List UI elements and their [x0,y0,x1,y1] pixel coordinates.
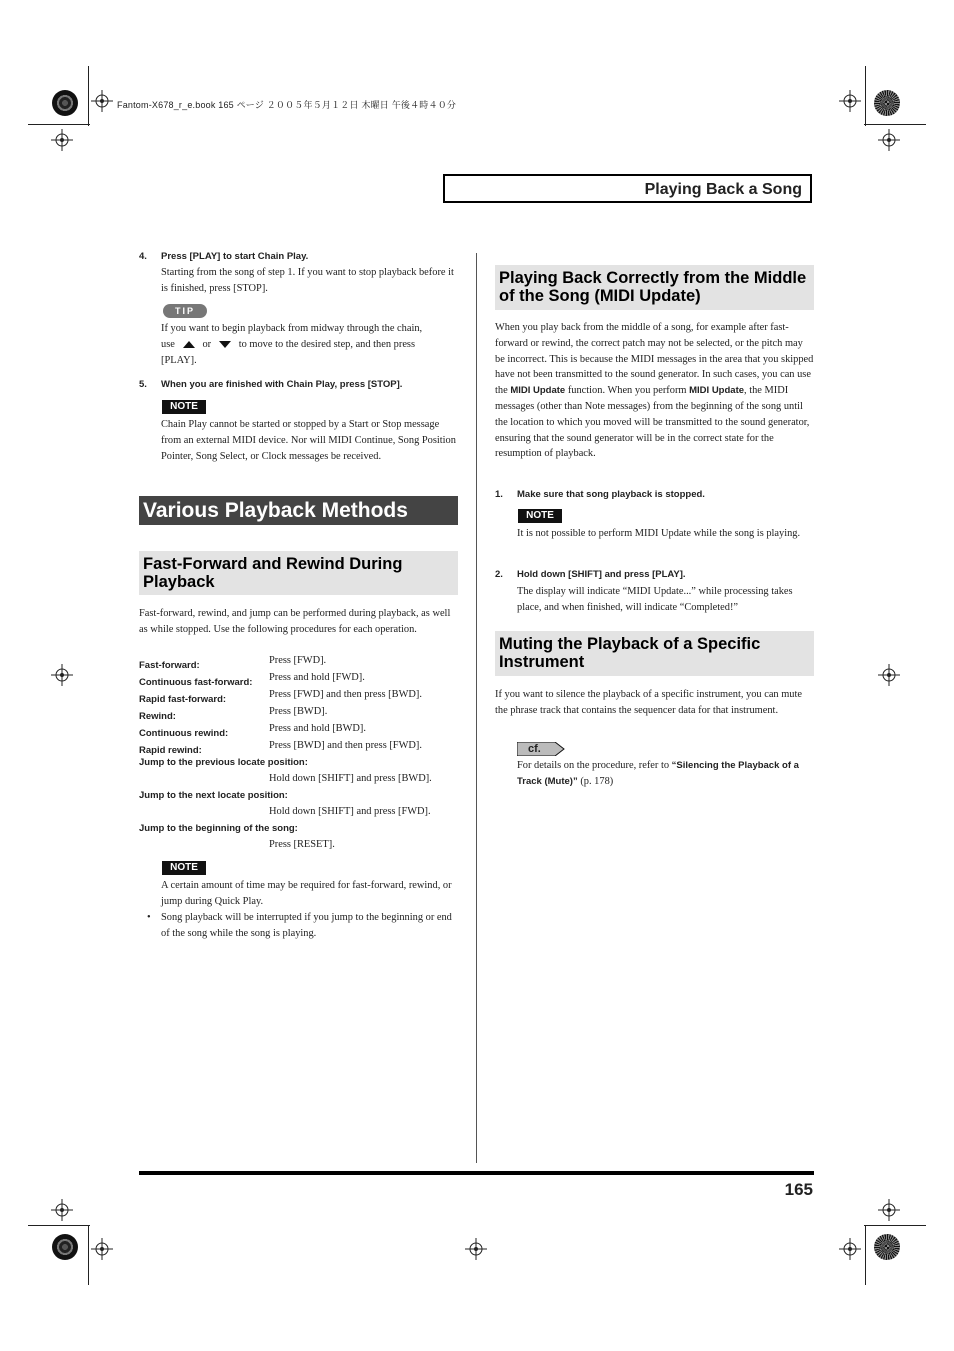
crosshair-mark-icon [878,1199,900,1221]
crop-mark [88,1225,89,1285]
tip-word: to move to the desired step, and then press [238,338,416,350]
cf-reference [517,758,815,790]
step-number: 1. [495,489,503,500]
midi-update-paragraph [495,320,815,462]
note-text: A certain amount of time may be required for fast-forward, rewind, or jump during Quick Play. [161,880,452,907]
crop-mark [865,66,866,126]
operation-value: Press [BWD] and then press [FWD]. [269,740,422,751]
paragraph-text: When you play back from the middle of a song, for example after fast-forward or rewind, the correct patch may not be selected, or the pitch may be incorrect. This is because the MIDI messages in the area that you skipped have not been transmitted to the sound generator. In such cases, you can use the [495,322,814,397]
crop-mark [88,66,89,126]
step-number: 2. [495,569,503,580]
section-title: Playing Back a Song [644,181,802,198]
registration-disk-icon [874,1234,900,1260]
cf-arrow-icon [517,742,565,756]
operation-label: Continuous fast-forward: [139,677,253,688]
term: MIDI Update [510,385,566,397]
jump-value: Hold down [SHIFT] and press [FWD]. [269,806,431,817]
jump-value: Press [RESET]. [269,839,335,850]
note-text: Chain Play cannot be started or stopped by a Start or Stop message from an external MIDI device. Nor will MIDI Continue, Song Position Pointer, Song Select, or Clock messages be received. [161,419,456,462]
operation-value: Press [FWD]. [269,655,327,666]
crosshair-mark-icon [878,664,900,686]
crosshair-mark-icon [51,664,73,686]
operation-value: Press [BWD]. [269,706,328,717]
jump-value: Hold down [SHIFT] and press [BWD]. [269,773,432,784]
crosshair-mark-icon [878,129,900,151]
crop-mark [864,1225,926,1226]
crosshair-mark-icon [51,129,73,151]
step-number: 4. [139,251,147,262]
file-header: Fantom-X678_r_e.book 165 ページ ２００５年５月１２日 木曜日 午後４時４０分 [117,100,457,110]
section-title-box [443,174,812,203]
cf-label: cf. [528,743,541,755]
registration-disk-icon [52,90,78,116]
footer-rule [139,1171,814,1175]
operation-row [139,706,459,723]
section-heading: Playing Back Correctly from the Middle of the Song (MIDI Update) [495,265,814,310]
operations-list [139,655,459,856]
step-title: Press [PLAY] to start Chain Play. [161,251,309,262]
crop-mark [864,124,926,125]
paragraph-text: function. When you perform [567,385,687,397]
subsection-title: Fast-Forward and Rewind During Playback [139,551,458,595]
crosshair-mark-icon [465,1238,487,1260]
section-heading: Muting the Playback of a Specific Instrument [495,631,814,676]
bullet-text: Song playback will be interrupted if you jump to the beginning or end of the song while the song is playing. [161,912,452,939]
crosshair-mark-icon [51,1199,73,1221]
operation-row [139,740,459,757]
note-badge: NOTE [162,400,206,414]
note-badge: NOTE [162,861,206,875]
operation-label: Fast-forward: [139,660,200,671]
cf-badge [517,742,565,756]
crosshair-mark-icon [91,90,113,112]
tip-text [161,321,461,368]
tip-line [161,337,461,353]
crop-mark [28,1225,90,1226]
paragraph-text: , the MIDI messages (other than Note messages) from the beginning of the song until the location to which you moved will be transmitted to the sound generator, ensuring that the sound generator will be in the correct state for the resumption of playback. [495,385,810,460]
note-badge: NOTE [518,509,562,523]
step-body: The display will indicate “MIDI Update...” while processing takes place, and when finished, will indicate “Completed!” [517,586,793,613]
operation-row [139,689,459,706]
operation-row [139,672,459,689]
registration-disk-icon [874,90,900,116]
operation-value: Press and hold [FWD]. [269,672,365,683]
tip-word: or [202,338,212,350]
down-arrow-icon [219,341,231,348]
operation-label: Rapid fast-forward: [139,694,227,705]
main-title: Various Playback Methods [139,496,458,525]
tip-word: use [161,338,175,350]
muting-paragraph: If you want to silence the playback of a specific instrument, you can mute the phrase track that contains the sequencer data for that instrument. [495,689,803,716]
cf-text: For details on the procedure, refer to [517,760,670,771]
tip-line: If you want to begin playback from midway through the chain, [161,323,423,334]
crop-mark [28,124,90,125]
registration-disk-icon [52,1234,78,1260]
jump-label: Jump to the beginning of the song: [139,823,298,834]
column-divider [476,253,477,1163]
operation-value: Press [FWD] and then press [BWD]. [269,689,422,700]
term: MIDI Update [689,385,745,397]
jump-row [139,790,459,823]
operation-label: Rewind: [139,711,176,722]
intro-paragraph: Fast-forward, rewind, and jump can be performed during playback, as well as while stopped. Use the following procedures for each operation. [139,608,451,635]
crosshair-mark-icon [91,1238,113,1260]
operation-row [139,655,459,672]
tip-line: [PLAY]. [161,354,197,366]
crop-mark [865,1225,866,1285]
page-number: 165 [784,1180,813,1199]
operation-row [139,723,459,740]
jump-row [139,823,459,856]
operation-label: Rapid rewind: [139,745,202,756]
step-title: Hold down [SHIFT] and press [PLAY]. [517,569,686,580]
step-number: 5. [139,379,147,390]
cf-page: (p. 178) [580,775,614,787]
bullet-icon: • [147,912,151,923]
crosshair-mark-icon [839,1238,861,1260]
bullet-item [147,910,459,942]
jump-row [139,757,459,790]
jump-label: Jump to the previous locate position: [139,757,308,768]
jump-label: Jump to the next locate position: [139,790,288,801]
note-text: It is not possible to perform MIDI Update while the song is playing. [517,528,801,539]
crosshair-mark-icon [839,90,861,112]
up-arrow-icon [183,341,195,348]
cf-ref-title: “Silencing the Playback of a Track (Mute)” [517,760,799,787]
step-title: When you are finished with Chain Play, press [STOP]. [161,379,403,390]
operation-label: Continuous rewind: [139,728,229,739]
step-title: Make sure that song playback is stopped. [517,489,705,500]
operation-value: Press and hold [BWD]. [269,723,366,734]
tip-badge: TIP [163,304,207,318]
step-body: Starting from the song of step 1. If you want to stop playback before it is finished, press [STOP]. [161,267,454,294]
